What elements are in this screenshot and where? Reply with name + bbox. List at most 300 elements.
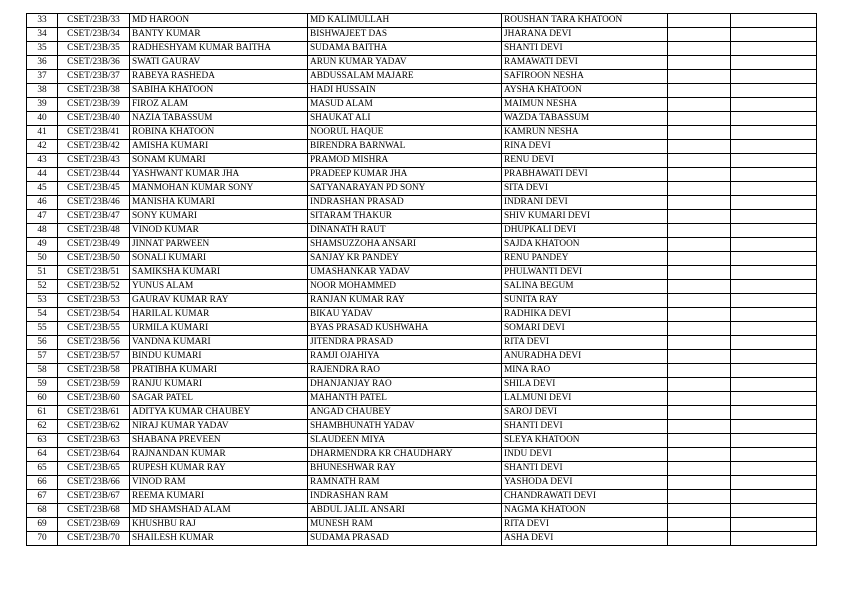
serial-number-cell: 41 <box>27 126 58 140</box>
blank-cell <box>731 70 817 84</box>
father-name-cell: JITENDRA PRASAD <box>308 336 502 350</box>
student-name-cell: SAMIKSHA KUMARI <box>130 266 308 280</box>
table-row <box>27 14 817 28</box>
mother-name-cell: SHANTI DEVI <box>502 462 668 476</box>
blank-cell <box>668 126 731 140</box>
table-row <box>27 266 817 280</box>
father-name-cell: BYAS PRASAD KUSHWAHA <box>308 322 502 336</box>
serial-number-cell: 57 <box>27 350 58 364</box>
blank-cell <box>731 84 817 98</box>
father-name-cell: ANGAD CHAUBEY <box>308 406 502 420</box>
blank-cell <box>731 210 817 224</box>
student-name-cell: URMILA KUMARI <box>130 322 308 336</box>
blank-cell <box>731 126 817 140</box>
mother-name-cell: SUNITA RAY <box>502 294 668 308</box>
blank-cell <box>668 238 731 252</box>
father-name-cell: SUDAMA PRASAD <box>308 532 502 546</box>
blank-cell <box>731 182 817 196</box>
serial-number-cell: 46 <box>27 196 58 210</box>
blank-cell <box>668 364 731 378</box>
table-row <box>27 308 817 322</box>
registration-number-cell: CSET/23B/35 <box>58 42 130 56</box>
roster-table <box>26 13 817 546</box>
student-name-cell: YUNUS ALAM <box>130 280 308 294</box>
student-name-cell: AMISHA KUMARI <box>130 140 308 154</box>
father-name-cell: RAMJI OJAHIYA <box>308 350 502 364</box>
table-row <box>27 518 817 532</box>
father-name-cell: SANJAY KR PANDEY <box>308 252 502 266</box>
blank-cell <box>731 280 817 294</box>
father-name-cell: ABDUL JALIL ANSARI <box>308 504 502 518</box>
registration-number-cell: CSET/23B/55 <box>58 322 130 336</box>
student-name-cell: FIROZ ALAM <box>130 98 308 112</box>
blank-cell <box>731 434 817 448</box>
registration-number-cell: CSET/23B/43 <box>58 154 130 168</box>
mother-name-cell: DHUPKALI DEVI <box>502 224 668 238</box>
blank-cell <box>668 350 731 364</box>
registration-number-cell: CSET/23B/36 <box>58 56 130 70</box>
blank-cell <box>668 392 731 406</box>
registration-number-cell: CSET/23B/69 <box>58 518 130 532</box>
student-name-cell: SONALI KUMARI <box>130 252 308 266</box>
blank-cell <box>668 406 731 420</box>
mother-name-cell: RINA DEVI <box>502 140 668 154</box>
blank-cell <box>731 518 817 532</box>
mother-name-cell: SAJDA KHATOON <box>502 238 668 252</box>
blank-cell <box>731 140 817 154</box>
student-name-cell: RABEYA RASHEDA <box>130 70 308 84</box>
student-name-cell: SWATI GAURAV <box>130 56 308 70</box>
table-row <box>27 42 817 56</box>
serial-number-cell: 64 <box>27 448 58 462</box>
table-row <box>27 28 817 42</box>
blank-cell <box>668 308 731 322</box>
blank-cell <box>668 56 731 70</box>
serial-number-cell: 48 <box>27 224 58 238</box>
blank-cell <box>731 42 817 56</box>
father-name-cell: NOORUL HAQUE <box>308 126 502 140</box>
student-name-cell: HARILAL KUMAR <box>130 308 308 322</box>
father-name-cell: PRADEEP KUMAR JHA <box>308 168 502 182</box>
mother-name-cell: SHANTI DEVI <box>502 42 668 56</box>
student-name-cell: SABIHA KHATOON <box>130 84 308 98</box>
serial-number-cell: 59 <box>27 378 58 392</box>
mother-name-cell: NAGMA KHATOON <box>502 504 668 518</box>
mother-name-cell: RITA DEVI <box>502 336 668 350</box>
registration-number-cell: CSET/23B/34 <box>58 28 130 42</box>
father-name-cell: PRAMOD MISHRA <box>308 154 502 168</box>
student-name-cell: SONAM KUMARI <box>130 154 308 168</box>
table-row <box>27 140 817 154</box>
registration-number-cell: CSET/23B/51 <box>58 266 130 280</box>
table-row <box>27 462 817 476</box>
father-name-cell: RAMNATH RAM <box>308 476 502 490</box>
table-row <box>27 322 817 336</box>
blank-cell <box>668 294 731 308</box>
mother-name-cell: ROUSHAN TARA KHATOON <box>502 14 668 28</box>
student-name-cell: MD SHAMSHAD ALAM <box>130 504 308 518</box>
mother-name-cell: LALMUNI DEVI <box>502 392 668 406</box>
registration-number-cell: CSET/23B/33 <box>58 14 130 28</box>
student-name-cell: YASHWANT KUMAR JHA <box>130 168 308 182</box>
mother-name-cell: RENU DEVI <box>502 154 668 168</box>
registration-number-cell: CSET/23B/37 <box>58 70 130 84</box>
serial-number-cell: 49 <box>27 238 58 252</box>
registration-number-cell: CSET/23B/46 <box>58 196 130 210</box>
serial-number-cell: 65 <box>27 462 58 476</box>
table-row <box>27 532 817 546</box>
mother-name-cell: SOMARI DEVI <box>502 322 668 336</box>
serial-number-cell: 67 <box>27 490 58 504</box>
student-name-cell: MANISHA KUMARI <box>130 196 308 210</box>
serial-number-cell: 60 <box>27 392 58 406</box>
blank-cell <box>668 420 731 434</box>
blank-cell <box>668 266 731 280</box>
blank-cell <box>731 168 817 182</box>
mother-name-cell: RENU PANDEY <box>502 252 668 266</box>
table-row <box>27 112 817 126</box>
father-name-cell: SHAUKAT ALI <box>308 112 502 126</box>
mother-name-cell: SALINA BEGUM <box>502 280 668 294</box>
mother-name-cell: RITA DEVI <box>502 518 668 532</box>
table-row <box>27 56 817 70</box>
mother-name-cell: WAZDA TABASSUM <box>502 112 668 126</box>
table-row <box>27 476 817 490</box>
registration-number-cell: CSET/23B/44 <box>58 168 130 182</box>
registration-number-cell: CSET/23B/54 <box>58 308 130 322</box>
registration-number-cell: CSET/23B/66 <box>58 476 130 490</box>
serial-number-cell: 63 <box>27 434 58 448</box>
table-row <box>27 70 817 84</box>
mother-name-cell: SAFIROON NESHA <box>502 70 668 84</box>
father-name-cell: INDRASHAN RAM <box>308 490 502 504</box>
serial-number-cell: 56 <box>27 336 58 350</box>
father-name-cell: SITARAM THAKUR <box>308 210 502 224</box>
student-name-cell: KHUSHBU RAJ <box>130 518 308 532</box>
father-name-cell: BHUNESHWAR RAY <box>308 462 502 476</box>
blank-cell <box>731 392 817 406</box>
blank-cell <box>668 434 731 448</box>
blank-cell <box>668 280 731 294</box>
blank-cell <box>731 448 817 462</box>
father-name-cell: MD KALIMULLAH <box>308 14 502 28</box>
table-row <box>27 126 817 140</box>
mother-name-cell: INDRANI DEVI <box>502 196 668 210</box>
blank-cell <box>731 308 817 322</box>
mother-name-cell: RADHIKA DEVI <box>502 308 668 322</box>
blank-cell <box>668 70 731 84</box>
registration-number-cell: CSET/23B/59 <box>58 378 130 392</box>
blank-cell <box>731 336 817 350</box>
blank-cell <box>668 168 731 182</box>
table-row <box>27 238 817 252</box>
blank-cell <box>731 406 817 420</box>
mother-name-cell: MINA RAO <box>502 364 668 378</box>
serial-number-cell: 52 <box>27 280 58 294</box>
father-name-cell: HADI HUSSAIN <box>308 84 502 98</box>
serial-number-cell: 35 <box>27 42 58 56</box>
blank-cell <box>668 504 731 518</box>
father-name-cell: RAJENDRA RAO <box>308 364 502 378</box>
table-row <box>27 350 817 364</box>
blank-cell <box>731 378 817 392</box>
serial-number-cell: 68 <box>27 504 58 518</box>
table-row <box>27 196 817 210</box>
registration-number-cell: CSET/23B/41 <box>58 126 130 140</box>
registration-number-cell: CSET/23B/63 <box>58 434 130 448</box>
registration-number-cell: CSET/23B/52 <box>58 280 130 294</box>
father-name-cell: RANJAN KUMAR RAY <box>308 294 502 308</box>
student-name-cell: PRATIBHA KUMARI <box>130 364 308 378</box>
blank-cell <box>731 98 817 112</box>
serial-number-cell: 37 <box>27 70 58 84</box>
serial-number-cell: 40 <box>27 112 58 126</box>
blank-cell <box>731 490 817 504</box>
father-name-cell: SHAMBHUNATH YADAV <box>308 420 502 434</box>
father-name-cell: SUDAMA BAITHA <box>308 42 502 56</box>
mother-name-cell: AYSHA KHATOON <box>502 84 668 98</box>
serial-number-cell: 47 <box>27 210 58 224</box>
serial-number-cell: 62 <box>27 420 58 434</box>
table-row <box>27 434 817 448</box>
student-name-cell: ADITYA KUMAR CHAUBEY <box>130 406 308 420</box>
serial-number-cell: 70 <box>27 532 58 546</box>
student-name-cell: NIRAJ KUMAR YADAV <box>130 420 308 434</box>
blank-cell <box>668 532 731 546</box>
father-name-cell: MASUD ALAM <box>308 98 502 112</box>
serial-number-cell: 51 <box>27 266 58 280</box>
blank-cell <box>668 140 731 154</box>
table-row <box>27 182 817 196</box>
registration-number-cell: CSET/23B/56 <box>58 336 130 350</box>
father-name-cell: MUNESH RAM <box>308 518 502 532</box>
father-name-cell: ARUN KUMAR YADAV <box>308 56 502 70</box>
mother-name-cell: INDU DEVI <box>502 448 668 462</box>
table-row <box>27 154 817 168</box>
mother-name-cell: SLEYA KHATOON <box>502 434 668 448</box>
blank-cell <box>668 14 731 28</box>
registration-number-cell: CSET/23B/50 <box>58 252 130 266</box>
serial-number-cell: 34 <box>27 28 58 42</box>
father-name-cell: BIKAU YADAV <box>308 308 502 322</box>
serial-number-cell: 38 <box>27 84 58 98</box>
registration-number-cell: CSET/23B/61 <box>58 406 130 420</box>
father-name-cell: DHANJANJAY RAO <box>308 378 502 392</box>
student-name-cell: BANTY KUMAR <box>130 28 308 42</box>
blank-cell <box>731 252 817 266</box>
serial-number-cell: 69 <box>27 518 58 532</box>
student-name-cell: MD HAROON <box>130 14 308 28</box>
roster-body <box>27 14 817 546</box>
blank-cell <box>668 322 731 336</box>
registration-number-cell: CSET/23B/40 <box>58 112 130 126</box>
registration-number-cell: CSET/23B/65 <box>58 462 130 476</box>
registration-number-cell: CSET/23B/47 <box>58 210 130 224</box>
blank-cell <box>731 196 817 210</box>
mother-name-cell: RAMAWATI DEVI <box>502 56 668 70</box>
father-name-cell: DHARMENDRA KR CHAUDHARY <box>308 448 502 462</box>
table-row <box>27 280 817 294</box>
registration-number-cell: CSET/23B/48 <box>58 224 130 238</box>
blank-cell <box>731 364 817 378</box>
father-name-cell: SHAMSUZZOHA ANSARI <box>308 238 502 252</box>
serial-number-cell: 66 <box>27 476 58 490</box>
mother-name-cell: SHIV KUMARI DEVI <box>502 210 668 224</box>
serial-number-cell: 61 <box>27 406 58 420</box>
mother-name-cell: SHANTI DEVI <box>502 420 668 434</box>
student-name-cell: VINOD RAM <box>130 476 308 490</box>
blank-cell <box>731 112 817 126</box>
student-name-cell: REEMA KUMARI <box>130 490 308 504</box>
serial-number-cell: 42 <box>27 140 58 154</box>
father-name-cell: DINANATH RAUT <box>308 224 502 238</box>
table-row <box>27 364 817 378</box>
table-row <box>27 336 817 350</box>
blank-cell <box>668 336 731 350</box>
blank-cell <box>668 448 731 462</box>
student-name-cell: VANDNA KUMARI <box>130 336 308 350</box>
blank-cell <box>668 224 731 238</box>
blank-cell <box>731 504 817 518</box>
registration-number-cell: CSET/23B/38 <box>58 84 130 98</box>
father-name-cell: SLAUDEEN MIYA <box>308 434 502 448</box>
blank-cell <box>731 28 817 42</box>
blank-cell <box>668 154 731 168</box>
table-row <box>27 168 817 182</box>
serial-number-cell: 39 <box>27 98 58 112</box>
student-name-cell: SHABANA PREVEEN <box>130 434 308 448</box>
father-name-cell: NOOR MOHAMMED <box>308 280 502 294</box>
blank-cell <box>731 462 817 476</box>
father-name-cell: UMASHANKAR YADAV <box>308 266 502 280</box>
registration-number-cell: CSET/23B/70 <box>58 532 130 546</box>
blank-cell <box>668 490 731 504</box>
student-name-cell: JINNAT PARWEEN <box>130 238 308 252</box>
registration-number-cell: CSET/23B/57 <box>58 350 130 364</box>
registration-number-cell: CSET/23B/60 <box>58 392 130 406</box>
blank-cell <box>668 378 731 392</box>
blank-cell <box>668 462 731 476</box>
blank-cell <box>668 84 731 98</box>
registration-number-cell: CSET/23B/39 <box>58 98 130 112</box>
blank-cell <box>668 476 731 490</box>
table-row <box>27 392 817 406</box>
blank-cell <box>731 350 817 364</box>
blank-cell <box>731 154 817 168</box>
serial-number-cell: 55 <box>27 322 58 336</box>
serial-number-cell: 54 <box>27 308 58 322</box>
blank-cell <box>668 28 731 42</box>
father-name-cell: INDRASHAN PRASAD <box>308 196 502 210</box>
blank-cell <box>668 112 731 126</box>
registration-number-cell: CSET/23B/64 <box>58 448 130 462</box>
student-name-cell: GAURAV KUMAR RAY <box>130 294 308 308</box>
table-row <box>27 420 817 434</box>
student-name-cell: BINDU KUMARI <box>130 350 308 364</box>
student-name-cell: RANJU KUMARI <box>130 378 308 392</box>
blank-cell <box>668 210 731 224</box>
mother-name-cell: ANURADHA DEVI <box>502 350 668 364</box>
table-row <box>27 448 817 462</box>
blank-cell <box>731 476 817 490</box>
table-row <box>27 98 817 112</box>
registration-number-cell: CSET/23B/49 <box>58 238 130 252</box>
table-row <box>27 252 817 266</box>
mother-name-cell: PRABHAWATI DEVI <box>502 168 668 182</box>
registration-number-cell: CSET/23B/67 <box>58 490 130 504</box>
serial-number-cell: 36 <box>27 56 58 70</box>
mother-name-cell: SAROJ DEVI <box>502 406 668 420</box>
blank-cell <box>731 238 817 252</box>
table-row <box>27 210 817 224</box>
blank-cell <box>668 98 731 112</box>
serial-number-cell: 45 <box>27 182 58 196</box>
table-row <box>27 294 817 308</box>
student-name-cell: RAJNANDAN KUMAR <box>130 448 308 462</box>
registration-number-cell: CSET/23B/68 <box>58 504 130 518</box>
mother-name-cell: PHULWANTI DEVI <box>502 266 668 280</box>
father-name-cell: MAHANTH PATEL <box>308 392 502 406</box>
registration-number-cell: CSET/23B/42 <box>58 140 130 154</box>
serial-number-cell: 43 <box>27 154 58 168</box>
student-name-cell: RUPESH KUMAR RAY <box>130 462 308 476</box>
blank-cell <box>731 322 817 336</box>
father-name-cell: SATYANARAYAN PD SONY <box>308 182 502 196</box>
registration-number-cell: CSET/23B/58 <box>58 364 130 378</box>
serial-number-cell: 33 <box>27 14 58 28</box>
serial-number-cell: 58 <box>27 364 58 378</box>
registration-number-cell: CSET/23B/53 <box>58 294 130 308</box>
blank-cell <box>731 532 817 546</box>
mother-name-cell: KAMRUN NESHA <box>502 126 668 140</box>
mother-name-cell: CHANDRAWATI DEVI <box>502 490 668 504</box>
mother-name-cell: MAIMUN NESHA <box>502 98 668 112</box>
table-row <box>27 406 817 420</box>
blank-cell <box>668 42 731 56</box>
mother-name-cell: ASHA DEVI <box>502 532 668 546</box>
mother-name-cell: JHARANA DEVI <box>502 28 668 42</box>
blank-cell <box>668 182 731 196</box>
table-row <box>27 378 817 392</box>
blank-cell <box>731 14 817 28</box>
student-name-cell: SONY KUMARI <box>130 210 308 224</box>
blank-cell <box>668 196 731 210</box>
student-name-cell: RADHESHYAM KUMAR BAITHA <box>130 42 308 56</box>
student-name-cell: MANMOHAN KUMAR SONY <box>130 182 308 196</box>
student-name-cell: NAZIA TABASSUM <box>130 112 308 126</box>
blank-cell <box>668 252 731 266</box>
blank-cell <box>668 518 731 532</box>
table-row <box>27 504 817 518</box>
father-name-cell: ABDUSSALAM MAJARE <box>308 70 502 84</box>
blank-cell <box>731 266 817 280</box>
serial-number-cell: 44 <box>27 168 58 182</box>
blank-cell <box>731 294 817 308</box>
father-name-cell: BISHWAJEET DAS <box>308 28 502 42</box>
blank-cell <box>731 224 817 238</box>
blank-cell <box>731 56 817 70</box>
mother-name-cell: SHILA DEVI <box>502 378 668 392</box>
mother-name-cell: YASHODA DEVI <box>502 476 668 490</box>
table-row <box>27 490 817 504</box>
mother-name-cell: SITA DEVI <box>502 182 668 196</box>
serial-number-cell: 50 <box>27 252 58 266</box>
registration-number-cell: CSET/23B/62 <box>58 420 130 434</box>
student-name-cell: ROBINA KHATOON <box>130 126 308 140</box>
father-name-cell: BIRENDRA BARNWAL <box>308 140 502 154</box>
blank-cell <box>731 420 817 434</box>
student-name-cell: VINOD KUMAR <box>130 224 308 238</box>
